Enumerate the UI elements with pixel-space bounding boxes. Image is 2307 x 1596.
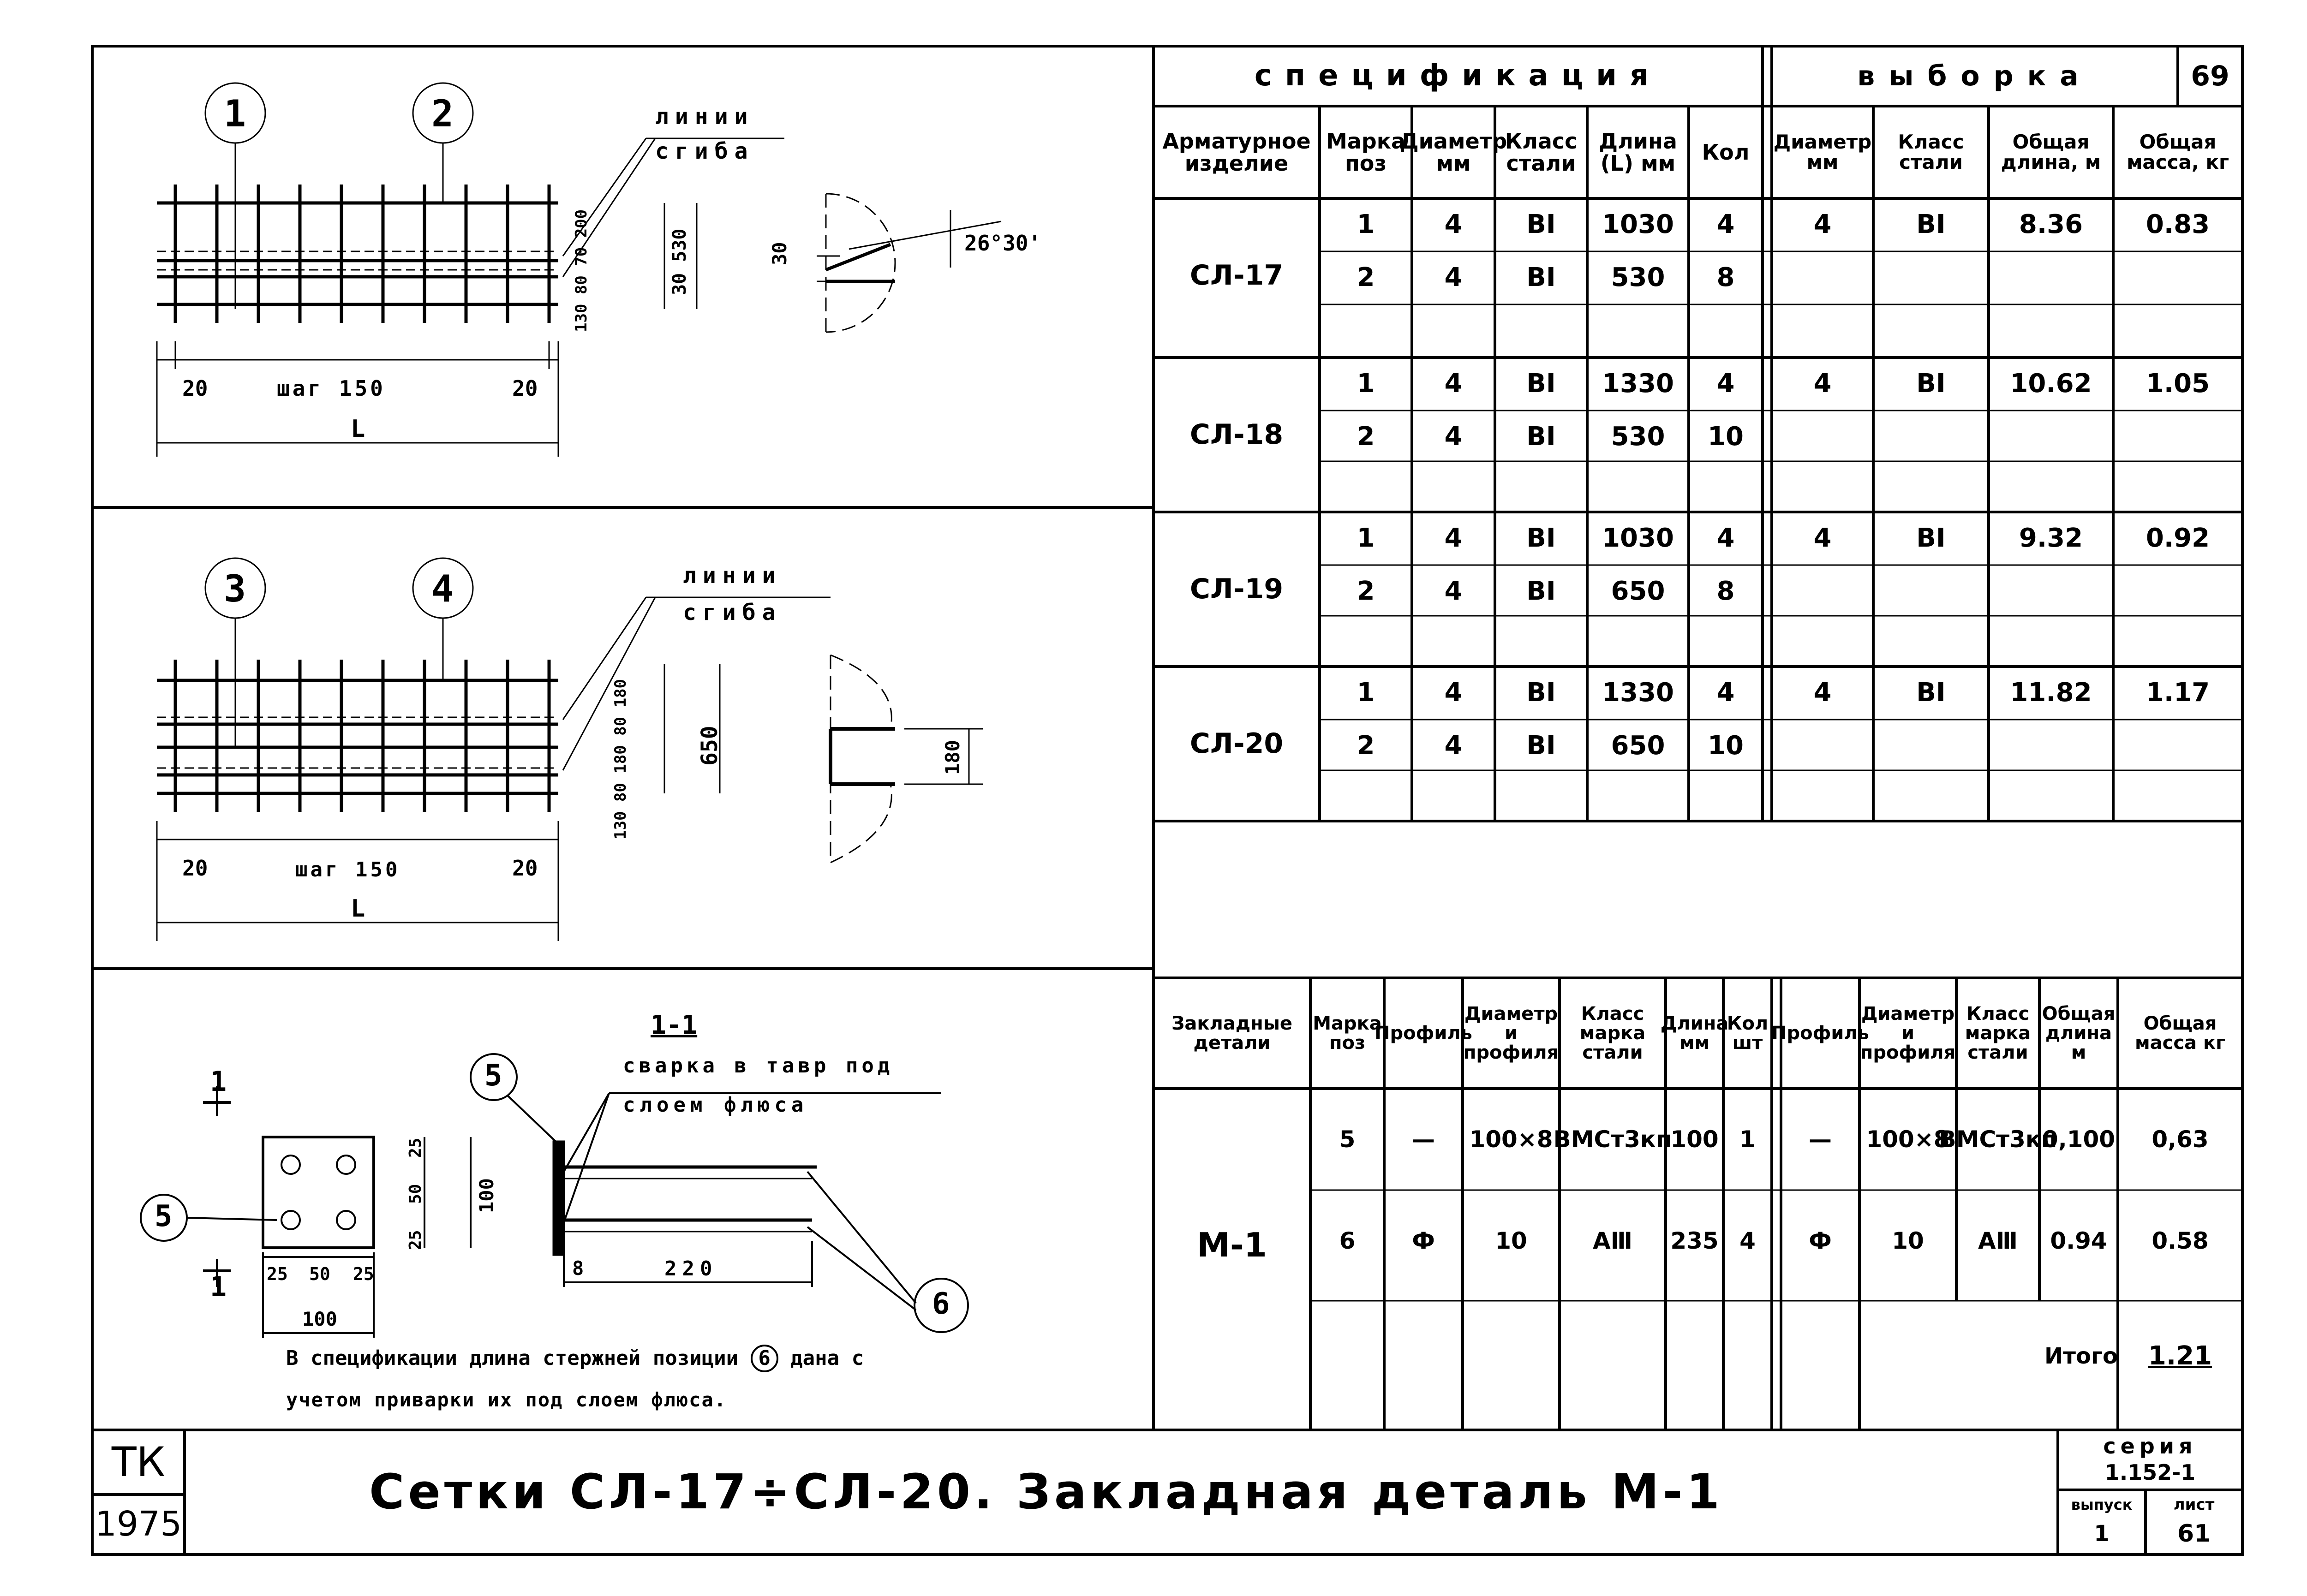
spec-cell: 4 (1716, 369, 1735, 399)
embedded-header-1: Марка поз (1313, 1013, 1382, 1054)
dim-step: шаг 150 (277, 376, 386, 401)
embedded-header-4: Класс марка стали (1579, 1003, 1646, 1063)
spec-cell: 4 (1444, 422, 1463, 452)
embedded-header-3: Диаметр и профиля (1463, 1003, 1559, 1063)
tk-mark: ТК (111, 1438, 166, 1486)
dim-vertical-1: 130 80 70 200 (572, 209, 591, 332)
dim-step-2: шаг 150 (295, 858, 400, 881)
spec-cell: BI (1526, 731, 1556, 761)
spec-cell: BI (1526, 262, 1556, 293)
embedded-cell: ВМСт3кп (1938, 1126, 2057, 1153)
embedded-cell: Ф (1809, 1227, 1832, 1254)
vyborka-cell: 8.36 (2019, 209, 2083, 240)
embedded-cell: АⅢ (1593, 1227, 1632, 1254)
spec-cell: 1030 (1602, 209, 1674, 240)
vyborka-cell: 4 (1813, 523, 1832, 554)
spec-cell: 2 (1357, 262, 1375, 293)
spec-cell: 10 (1708, 731, 1744, 761)
embedded-header-6: Кол шт (1727, 1013, 1769, 1054)
plate-dim-v-c: 25 (406, 1230, 425, 1250)
plate-dim-a: 25 (267, 1264, 288, 1284)
spec-cell: 2 (1357, 576, 1375, 607)
spec-cell: 4 (1716, 678, 1735, 708)
spec-note-line-2: учетом приварки их под слоем флюса. (286, 1388, 727, 1411)
spec-header-0: Арматурное изделие (1162, 128, 1311, 176)
embedded-cell: 10 (1495, 1227, 1527, 1254)
spec-cell: 1 (1357, 369, 1375, 399)
mesh-2-drawing (157, 660, 558, 812)
spec-cell: 4 (1444, 209, 1463, 240)
spec-note (286, 1345, 864, 1372)
embedded-header-0: Закладные детали (1171, 1013, 1293, 1054)
spec-note-text-b: дана с (790, 1346, 864, 1370)
plate-drawing (141, 1054, 968, 1338)
spec-cell: 4 (1716, 209, 1735, 240)
spec-cell: 1 (1357, 678, 1375, 708)
dim-height-2: 650 (697, 726, 723, 766)
spec-cell: 1 (1357, 523, 1375, 554)
spec-cell: 1330 (1602, 678, 1674, 708)
spec-cell: BI (1526, 678, 1556, 708)
spec-cell: 2 (1357, 731, 1375, 761)
plate-dim-total: 100 (302, 1308, 337, 1330)
vyborka-cell: 9.32 (2019, 523, 2083, 554)
spec-cell: BI (1526, 369, 1556, 399)
vyborka-cell: BI (1916, 678, 1946, 708)
plate-dim-v-total: 100 (475, 1178, 498, 1213)
embedded-header-7: Профиль (1771, 1023, 1869, 1044)
spec-cell: 4 (1444, 731, 1463, 761)
embedded-cell: 1 (1739, 1126, 1756, 1153)
issue-label: выпуск (2071, 1495, 2133, 1513)
vyborka-cell: 0.92 (2146, 523, 2210, 554)
spec-cell: 650 (1611, 576, 1665, 607)
vyborka-header-1: Класс стали (1898, 130, 1964, 173)
bend-label-4: сгиба (683, 600, 782, 625)
spec-cell: BI (1526, 209, 1556, 240)
spec-cell: 1 (1357, 209, 1375, 240)
embedded-header-2: Профиль (1375, 1023, 1472, 1044)
total-value: 1.21 (2148, 1340, 2212, 1371)
vyborka-cell: BI (1916, 369, 1946, 399)
issue-value: 1 (2094, 1520, 2110, 1547)
callout-3-label: 3 (224, 567, 246, 610)
section-dim-thick: 8 (572, 1257, 584, 1280)
embedded-item: М-1 (1197, 1226, 1267, 1265)
dim-left-2: 20 (182, 856, 208, 881)
dim-right-2: 20 (512, 856, 538, 881)
vyborka-header-0: Диаметр мм (1773, 130, 1872, 173)
dim-right: 20 (512, 376, 538, 401)
section-mark-bottom: 1 (210, 1271, 227, 1303)
spec-header-5: Кол (1702, 139, 1750, 165)
plate-callout-5: 5 (155, 1199, 173, 1233)
spec-cell: 4 (1444, 523, 1463, 554)
dim-left: 20 (182, 376, 208, 401)
embedded-header-10: Общая длина м (2042, 1003, 2116, 1063)
vyborka-header-2: Общая длина, м (2001, 130, 2101, 173)
embedded-cell: — (1412, 1126, 1435, 1153)
spec-header-2: Диаметр мм (1399, 128, 1507, 176)
spec-cell: 4 (1444, 262, 1463, 293)
vyborka-cell: 0.83 (2146, 209, 2210, 240)
spec-item-2: СЛ-19 (1189, 573, 1284, 605)
vyborka-cell: 4 (1813, 678, 1832, 708)
embedded-cell: 100×8 (1866, 1126, 1950, 1153)
plate-dim-b: 50 (309, 1264, 330, 1284)
vyborka-cell: 11.82 (2010, 678, 2092, 708)
mesh-1-drawing (157, 185, 558, 323)
spec-item-3: СЛ-20 (1189, 727, 1284, 760)
weld-note-2: слоем флюса (623, 1093, 808, 1117)
spec-cell: 2 (1357, 422, 1375, 452)
spec-header-1: Марка поз (1326, 128, 1405, 176)
embedded-cell: 100×8 (1469, 1126, 1553, 1153)
embedded-cell: 0.94 (2050, 1227, 2107, 1254)
sheet-label: лист (2173, 1495, 2215, 1514)
vyborka-title: выборка (1857, 60, 2092, 92)
spec-item-0: СЛ-17 (1189, 259, 1284, 292)
spec-cell: 530 (1611, 262, 1665, 293)
callout-1-label: 1 (224, 92, 246, 135)
series-label: серия (2103, 1433, 2197, 1459)
plate-dim-v-b: 50 (406, 1184, 425, 1204)
spec-header-3: Класс стали (1505, 128, 1578, 176)
spec-cell: BI (1526, 422, 1556, 452)
spec-item-1: СЛ-18 (1189, 418, 1284, 451)
year: 1975 (95, 1504, 182, 1544)
section-title: 1-1 (651, 1010, 698, 1040)
embedded-cell: 6 (1339, 1227, 1356, 1254)
bend-dim-1: 30 (768, 242, 791, 265)
embedded-cell: ВМСт3кп (1553, 1126, 1672, 1153)
embedded-cell: 100 (1670, 1126, 1719, 1153)
spec-cell: 8 (1716, 576, 1735, 607)
spec-note-text-a: В спецификации длина стержней позиции (286, 1346, 739, 1370)
dim-height-1: 30 530 (669, 228, 690, 295)
embedded-cell: Ф (1412, 1227, 1435, 1254)
embedded-cell: — (1809, 1126, 1832, 1153)
dim-total: L (351, 415, 365, 443)
vyborka-cell: 1.05 (2146, 369, 2210, 399)
drawing-title: Сетки СЛ-17÷СЛ-20. Закладная деталь М-1 (369, 1464, 1724, 1520)
total-label: Итого (2044, 1343, 2118, 1369)
dim-total-2: L (351, 895, 365, 923)
spec-cell: BI (1526, 576, 1556, 607)
embedded-header-8: Диаметр и профиля (1860, 1003, 1956, 1063)
vyborka-cell: 4 (1813, 369, 1832, 399)
callout-2-label: 2 (431, 92, 454, 135)
spec-cell: 650 (1611, 731, 1665, 761)
bend-dim-2: 180 (941, 740, 964, 775)
embedded-header-11: Общая масса кг (2134, 1013, 2226, 1054)
section-dim-len: 220 (664, 1257, 718, 1280)
series-value: 1.152-1 (2104, 1459, 2196, 1485)
bend-label-3: линии (683, 563, 782, 589)
callout-4-label: 4 (431, 567, 454, 610)
embedded-cell: 235 (1670, 1227, 1719, 1254)
spec-cell: 4 (1444, 678, 1463, 708)
vyborka-header-3: Общая масса, кг (2127, 130, 2229, 173)
spec-cell: 4 (1444, 576, 1463, 607)
embedded-cell: 10 (1892, 1227, 1924, 1254)
spec-note-ref: 6 (751, 1345, 778, 1372)
dim-vertical-2: 130 80 180 80 180 (611, 679, 630, 840)
embedded-cell: 0,63 (2152, 1126, 2209, 1153)
section-mark-top: 1 (210, 1066, 227, 1098)
spec-cell: 1030 (1602, 523, 1674, 554)
spec-cell: BI (1526, 523, 1556, 554)
embedded-cell: 0.58 (2152, 1227, 2209, 1254)
bend-label-2: сгиба (655, 138, 754, 164)
spec-cell: 4 (1716, 523, 1735, 554)
bend-angle: 26°30' (964, 231, 1041, 256)
vyborka-cell: 1.17 (2146, 678, 2210, 708)
embedded-header-9: Класс марка стали (1965, 1003, 2031, 1063)
embedded-header-5: Длина мм (1660, 1013, 1729, 1054)
vyborka-cell: 10.62 (2010, 369, 2092, 399)
embedded-plate (263, 1137, 374, 1248)
embedded-cell: 0,100 (2042, 1126, 2116, 1153)
embedded-cell: 5 (1339, 1126, 1356, 1153)
spec-header-4: Длина (L) мм (1599, 128, 1677, 176)
embedded-cell: 4 (1739, 1227, 1756, 1254)
bend-label-1: линии (655, 104, 754, 130)
vyborka-cell: BI (1916, 523, 1946, 554)
sheet-number: 69 (2191, 60, 2229, 92)
section-callout-5: 5 (484, 1059, 502, 1093)
spec-cell: 4 (1444, 369, 1463, 399)
plate-dim-c: 25 (353, 1264, 374, 1284)
sheet-value: 61 (2177, 1519, 2211, 1548)
spec-cell: 530 (1611, 422, 1665, 452)
spec-title: спецификация (1254, 59, 1662, 93)
spec-cell: 8 (1716, 262, 1735, 293)
weld-note-1: сварка в тавр под (623, 1054, 894, 1078)
spec-cell: 1330 (1602, 369, 1674, 399)
section-callout-6: 6 (932, 1287, 950, 1321)
vyborka-cell: 4 (1813, 209, 1832, 240)
vyborka-cell: BI (1916, 209, 1946, 240)
embedded-cell: АⅢ (1978, 1227, 2018, 1254)
spec-cell: 10 (1708, 422, 1744, 452)
plate-dim-v-a: 25 (406, 1137, 425, 1158)
